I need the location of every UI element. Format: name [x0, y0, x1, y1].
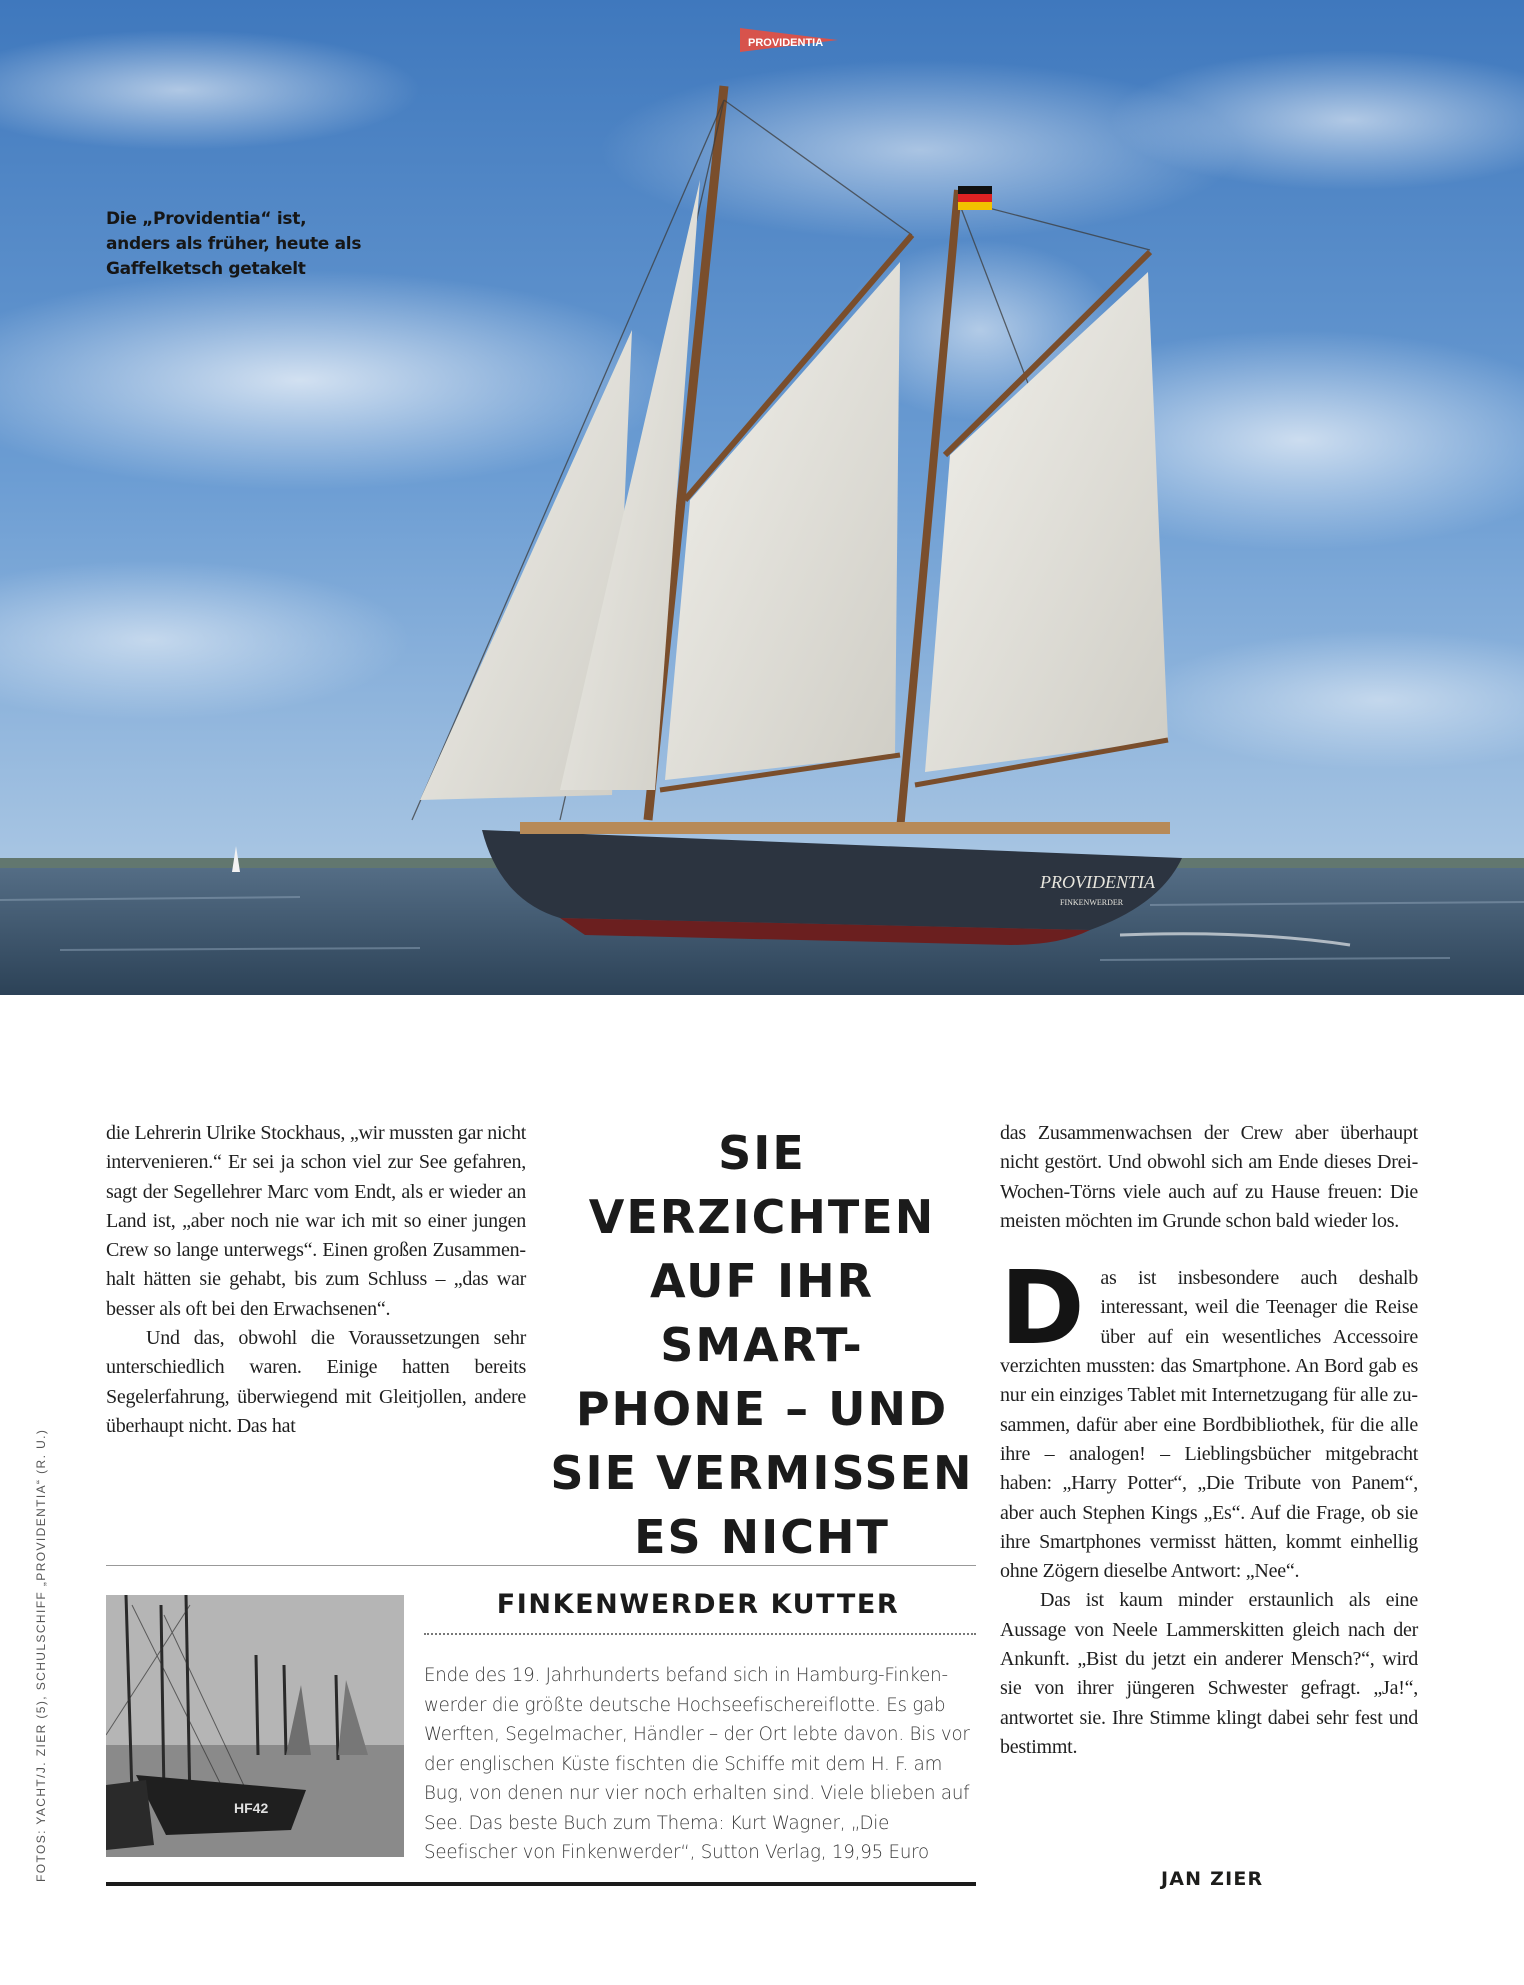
- photo-credit: FOTOS: YACHT/J. ZIER (5), SCHULSCHIFF „PROVIDENTIA“ (R. U.): [34, 1428, 48, 1882]
- paragraph: Das ist kaum minder erstaunlich als eine Aussage von Neele Lammerskitten gleich nach der Ankunft. „Bist du jetzt ein anderer Mensch?“, wird sie von ihrer jüngeren Schwester gefragt. „Ja!“, antwortet sie. Ihre Stimme klingt dabei sehr fest und bestimmt.: [1000, 1589, 1418, 1758]
- right-text-column: [1000, 1119, 1418, 1762]
- flag-text: PROVIDENTIA: [748, 37, 824, 49]
- harbor-boats-illustration: [106, 1595, 404, 1857]
- left-text-column: [106, 1119, 526, 1441]
- info-box-dotted-rule: [424, 1633, 976, 1635]
- info-box-text: Ende des 19. Jahrhunderts befand sich in Hamburg-Finkenwerder die größte deutsche Hochseefischereiflotte. Es gab Werften, Segelmacher, Händler – der Ort lebte davon. Bis vor der englischen Küste fischten die Schiffe mit dem H. F. am Bug, von denen nur vier noch erhalten sind. Viele blieben auf See. Das beste Buch zum Thema: Kurt Wagner, „Die Seefischer von Finkenwerder“, Sutton Verlag, 19,95 Euro: [424, 1665, 970, 1863]
- info-box-title: FINKENWERDER KUTTER: [496, 1589, 900, 1620]
- hull-name: PROVIDENTIA: [1040, 872, 1155, 892]
- drop-cap-text: as ist insbesondere auch deshalb interessant, weil die Teenager die Reise über auf ein wesentliches Accessoire verzichten mussten: das Smartphone. An Bord gab es nur ein einziges Tablet mit Internetzugang für alle zusammen, dafür aber eine Bordbibliothek, für die alle ihre – analogen! – Lieblingsbücher mitgebracht haben: „Harry Potter“, „Die Tribute von Panem“, aber auch Stephen Kings „Es“. Auf die Frage, ob sie ihre Smartphones vermisst hätten, kommt einhellig ohne Zögern dieselbe Antwort: „Nee“.: [1000, 1267, 1418, 1583]
- author-byline: JAN ZIER: [1161, 1868, 1264, 1890]
- info-box-top-rule: [106, 1565, 976, 1566]
- paragraph: Und das, obwohl die Voraussetzungen sehr unterschiedlich waren. Einige hatten bereits Segelerfahrung, überwiegend mit Gleitjollen, andere überhaupt nicht. Das hat: [106, 1327, 526, 1437]
- pull-quote: SIE VERZICHTEN AUF IHR SMART- PHONE – UND SIE VERMISSEN ES NICHT: [550, 1126, 974, 1564]
- photo-caption: Die „Providentia“ ist, anders als früher, heute als Gaffelketsch getakelt: [106, 209, 362, 279]
- paragraph: das Zusammenwachsen der Crew aber überhaupt nicht gestört. Und obwohl sich am Ende dieses Drei-Wochen-Törns viele auch auf zu Hause freuen: Die meisten möchten im Grunde schon bald wieder los.: [1000, 1122, 1418, 1232]
- boat-label: HF42: [234, 1800, 269, 1816]
- paragraph: die Lehrerin Ulrike Stockhaus, „wir mussten gar nicht intervenieren.“ Er sei ja schon viel zur See gefahren, sagt der Segellehrer Marc vom Endt, als er wieder an Land ist, „aber noch nie war ich mit so einer jungen Crew so lange unterwegs“. Einen großen Zusammenhalt hätten sie gehabt, bis zum Schluss – „das war besser als oft bei den Erwachsenen“.: [106, 1122, 526, 1320]
- info-box-bottom-rule: [106, 1882, 976, 1886]
- hull-port: FINKENWERDER: [1060, 898, 1124, 907]
- drop-cap: D: [1000, 1249, 1085, 1369]
- info-box-photo: [106, 1595, 404, 1857]
- paragraph-with-drop-cap: [1000, 1249, 1418, 1586]
